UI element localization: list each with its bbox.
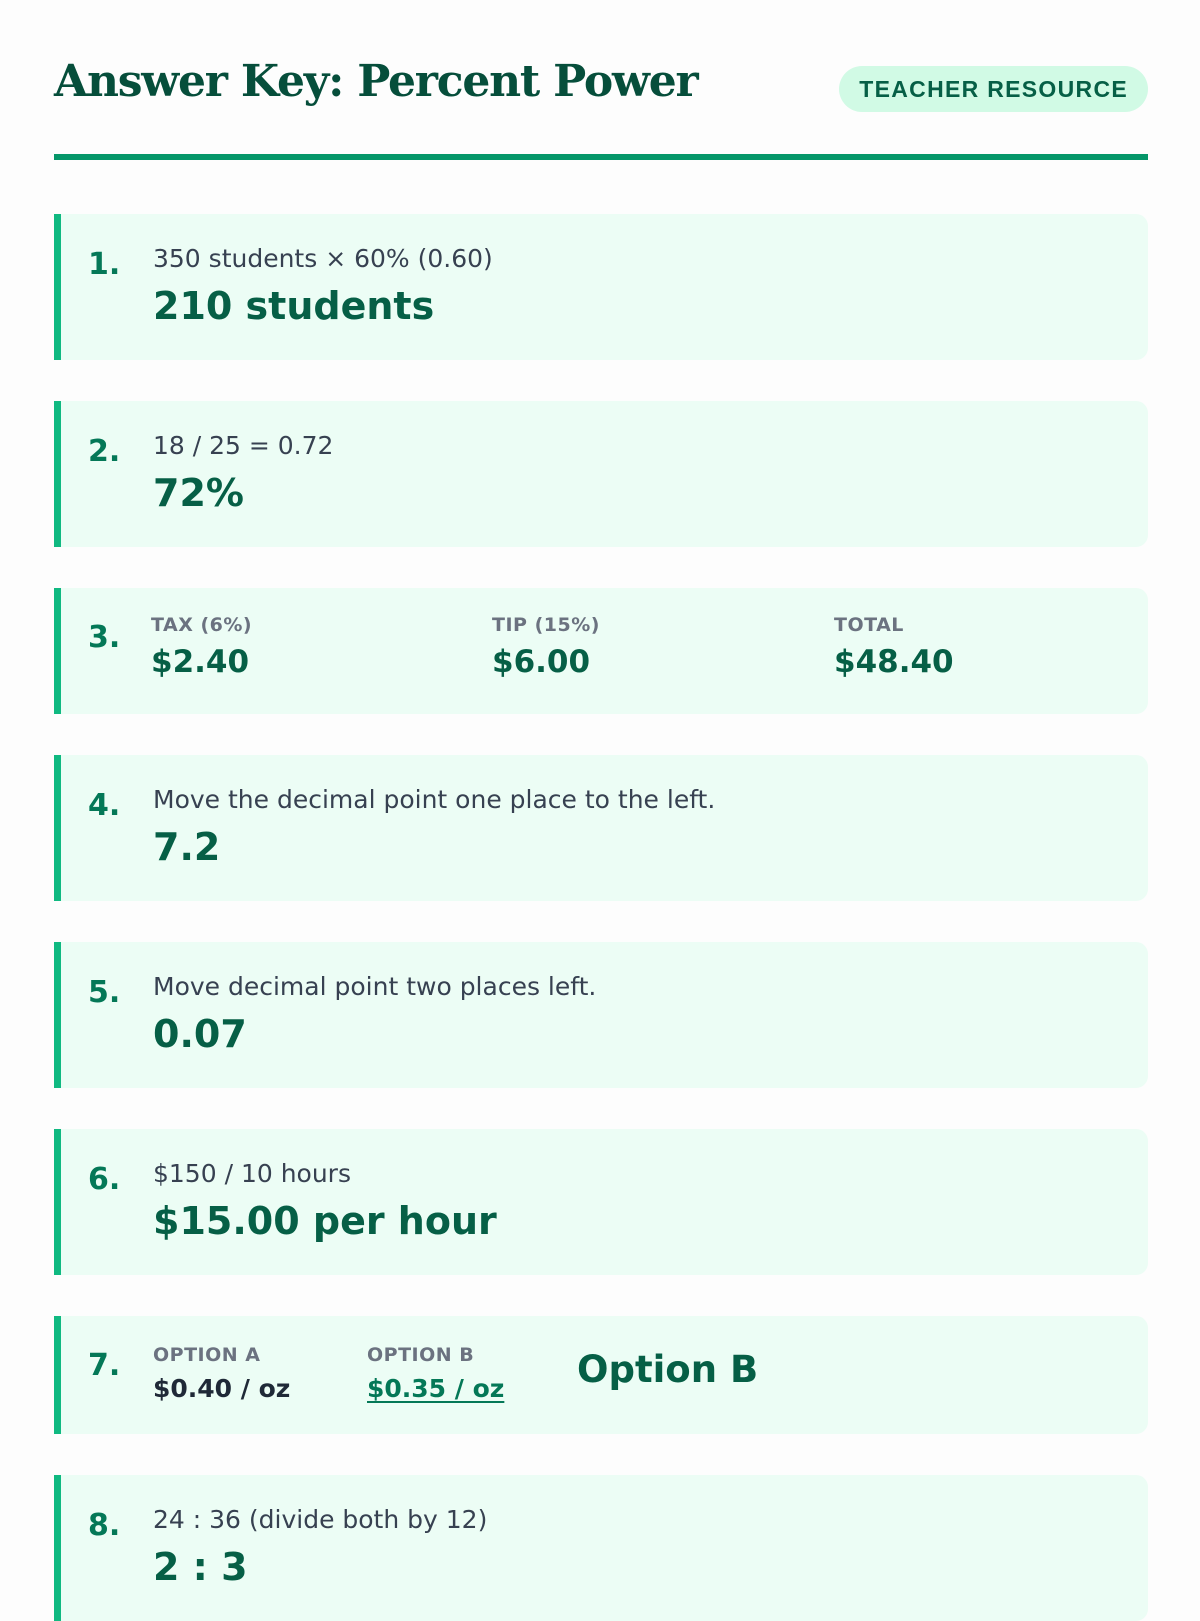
final-answer: 72% — [153, 471, 244, 515]
question-number: 1. — [88, 247, 121, 282]
tax-column — [151, 614, 252, 680]
final-answer: 0.07 — [153, 1012, 247, 1056]
question-number: 5. — [88, 975, 121, 1010]
page-header — [54, 52, 1148, 118]
work-shown: 24 : 36 (divide both by 12) — [153, 1505, 488, 1534]
option-a-column — [153, 1344, 290, 1403]
answer-card-1 — [54, 214, 1148, 360]
question-number: 8. — [88, 1508, 121, 1543]
question-number: 6. — [88, 1162, 121, 1197]
answer-card-3 — [54, 588, 1148, 714]
question-number: 2. — [88, 434, 121, 469]
answer-card-2 — [54, 401, 1148, 547]
option-b-value: $0.35 / oz — [367, 1374, 505, 1403]
final-answer: 210 students — [153, 284, 435, 328]
option-a-value: $0.40 / oz — [153, 1374, 291, 1403]
work-shown: Move the decimal point one place to the left. — [153, 785, 716, 814]
answer-card-6 — [54, 1129, 1148, 1275]
question-number: 4. — [88, 788, 121, 823]
work-shown: 350 students × 60% (0.60) — [153, 244, 493, 273]
option-b-column — [367, 1344, 504, 1403]
work-shown: Move decimal point two places left. — [153, 972, 597, 1001]
total-column — [834, 614, 954, 680]
answer-card-5 — [54, 942, 1148, 1088]
answer-card-7 — [54, 1316, 1148, 1434]
final-answer: $15.00 per hour — [153, 1199, 497, 1243]
answer-card-8 — [54, 1475, 1148, 1621]
final-answer: 2 : 3 — [153, 1545, 248, 1589]
tax-value: $2.40 — [151, 644, 250, 680]
tax-label: TAX (6%) — [151, 614, 253, 636]
teacher-resource-badge: TEACHER RESOURCE — [839, 66, 1148, 112]
page-title: Answer Key: Percent Power — [54, 56, 698, 107]
final-answer: 7.2 — [153, 825, 221, 869]
question-number: 7. — [88, 1348, 121, 1383]
total-value: $48.40 — [834, 644, 954, 680]
work-shown: $150 / 10 hours — [153, 1159, 351, 1188]
tip-value: $6.00 — [492, 644, 591, 680]
final-answer: Option B — [577, 1348, 759, 1391]
header-divider — [54, 154, 1148, 160]
work-shown: 18 / 25 = 0.72 — [153, 431, 334, 460]
question-number: 3. — [88, 620, 121, 655]
total-label: TOTAL — [834, 614, 904, 636]
answer-card-4 — [54, 755, 1148, 901]
option-b-label: OPTION B — [367, 1344, 475, 1366]
tip-column — [492, 614, 600, 680]
tip-label: TIP (15%) — [492, 614, 600, 636]
option-a-label: OPTION A — [153, 1344, 261, 1366]
